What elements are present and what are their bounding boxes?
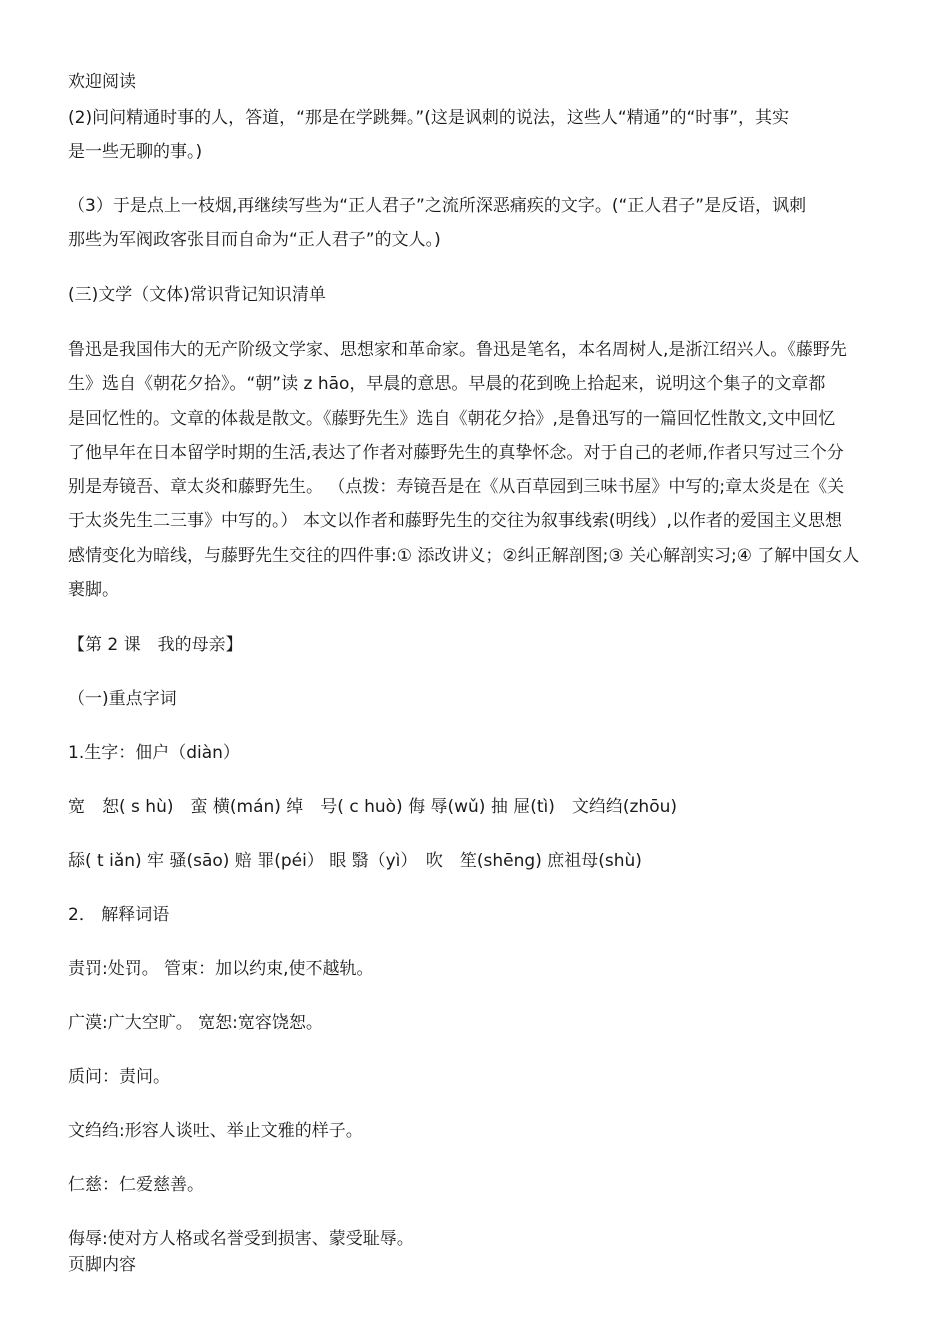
explain-heading: 2． 解释词语 bbox=[68, 905, 170, 925]
page-footer: 页脚内容 bbox=[68, 1255, 136, 1275]
definition-item: 广漠:广大空旷。 宽恕:宽容饶恕。 bbox=[68, 1013, 323, 1033]
chars-line: 舔( t iǎn) 牢 骚(sāo) 赔 罪(péi） 眼 翳（yì） 吹 笙(shēng) 庶祖母(shù) bbox=[68, 851, 642, 871]
paragraph-line: 鲁迅是我国伟大的无产阶级文学家、思想家和革命家。鲁迅是笔名，本名周树人,是浙江绍兴人。《藤野先 bbox=[68, 340, 847, 360]
definition-item: 侮辱:使对方人格或名誉受到损害、蒙受耻辱。 bbox=[68, 1229, 414, 1249]
new-chars-label: 1.生字：佃户（diàn） bbox=[68, 743, 240, 763]
key-words-heading: （一)重点字词 bbox=[68, 689, 177, 709]
paragraph-line: （3）于是点上一枝烟,再继续写些为“正人君子”之流所深恶痛疾的文字。(“正人君子”是反语，讽刺 bbox=[68, 196, 807, 216]
paragraph-line: 是一些无聊的事。) bbox=[68, 142, 203, 163]
chars-line: 宽 恕( s hù) 蛮 横(mán) 绰 号( c huò) 侮 辱(wǔ) 抽 屉(tì) 文绉绉(zhōu) bbox=[68, 797, 678, 817]
paragraph-line: 那些为军阀政客张目而自命为“正人君子”的文人。) bbox=[68, 230, 441, 251]
paragraph-line: 感情变化为暗线，与藤野先生交往的四件事:① 添改讲义；②纠正解剖图;③ 关心解剖实习;④ 了解中国女人 bbox=[68, 545, 860, 566]
section-heading: (三)文学（文体)常识背记知识清单 bbox=[68, 285, 326, 305]
lesson-title: 【第 2 课 我的母亲】 bbox=[68, 635, 243, 655]
paragraph-line: 别是寿镜吾、章太炎和藤野先生。 （点拨：寿镜吾是在《从百草园到三味书屋》中写的;章太炎是在《关 bbox=[68, 477, 845, 498]
paragraph-2 bbox=[68, 101, 884, 170]
paragraph-line: 了他早年在日本留学时期的生活,表达了作者对藤野先生的真挚怀念。对于自己的老师,作者只写过三个分 bbox=[68, 442, 844, 463]
definition-item: 仁慈：仁爱慈善。 bbox=[68, 1175, 204, 1195]
luxun-paragraph bbox=[68, 333, 884, 607]
page-header: 欢迎阅读 bbox=[68, 72, 136, 92]
definition-item: 质问：责问。 bbox=[68, 1067, 170, 1087]
paragraph-line: 生》选自《朝花夕拾》。“朝”读 z hāo，早晨的意思。早晨的花到晚上拾起来，说明这个集子的文章都 bbox=[68, 374, 826, 395]
paragraph-line: 是回忆性的。文章的体裁是散文。《藤野先生》选自《朝花夕拾》,是鲁迅写的一篇回忆性散文,文中回忆 bbox=[68, 408, 836, 429]
definition-item: 责罚:处罚。 管束：加以约束,使不越轨。 bbox=[68, 959, 374, 979]
definition-item: 文绉绉:形容人谈吐、举止文雅的样子。 bbox=[68, 1121, 363, 1141]
paragraph-line: 裹脚。 bbox=[68, 580, 119, 601]
paragraph-line: (2)问问精通时事的人，答道，“那是在学跳舞。”(这是讽刺的说法，这些人“精通”的“时事”，其实 bbox=[68, 108, 790, 128]
paragraph-3 bbox=[68, 189, 884, 258]
paragraph-line: 于太炎先生二三事》中写的。） 本文以作者和藤野先生的交往为叙事线索(明线）,以作者的爱国主义思想 bbox=[68, 511, 842, 532]
